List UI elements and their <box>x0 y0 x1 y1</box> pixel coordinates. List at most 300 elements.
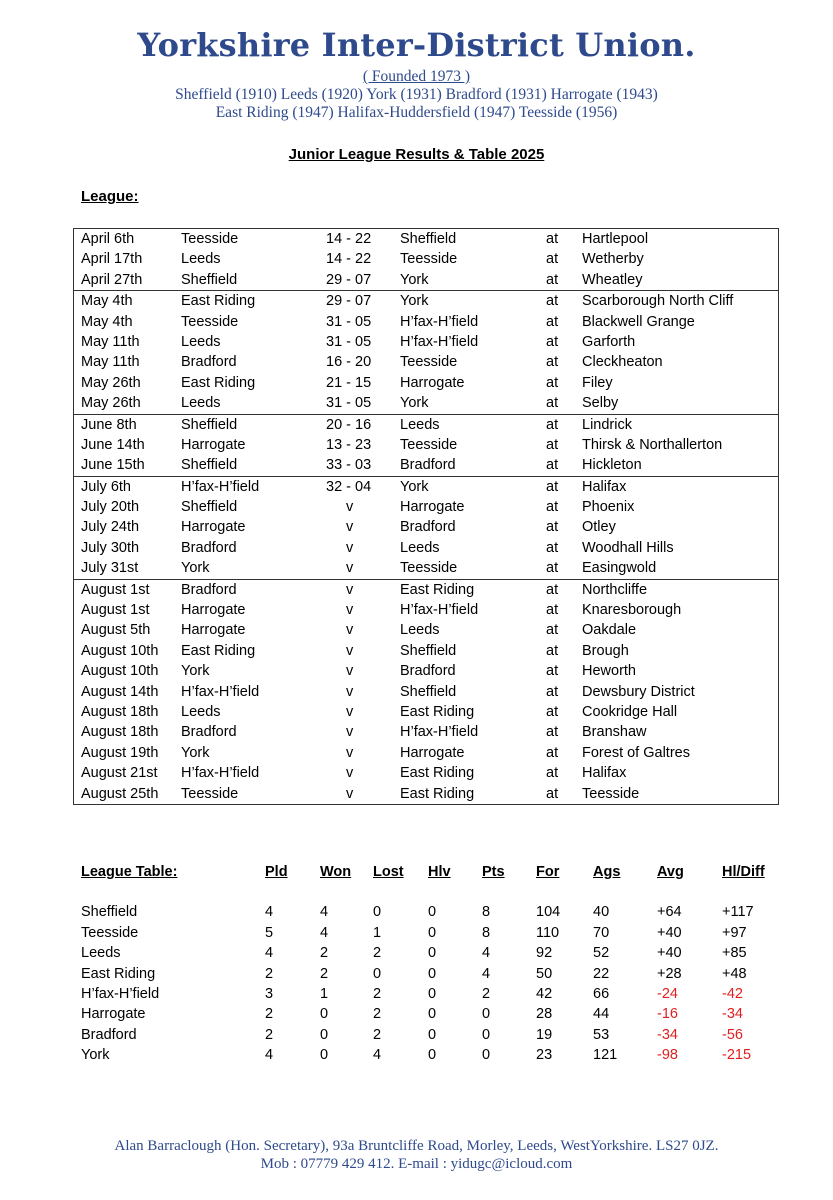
fixture-date: April 6th <box>81 231 135 247</box>
fixture-home-team: H’fax-H’field <box>181 765 260 782</box>
fixture-score: 16 - 20 <box>326 354 372 371</box>
table-average: -16 <box>657 1006 678 1023</box>
fixture-venue: Filey <box>582 374 613 391</box>
table-team: Teesside <box>81 924 139 941</box>
table-lost: 0 <box>373 965 382 982</box>
table-hole-diff: -34 <box>722 1006 743 1023</box>
header-pld: Pld <box>265 864 288 880</box>
fixture-score: 29 - 07 <box>326 271 372 288</box>
fixture-venue: Lindrick <box>582 416 632 433</box>
fixture-date: August 1st <box>81 602 150 619</box>
fixture-at: at <box>546 271 559 288</box>
table-average: +28 <box>657 965 682 982</box>
league-table-row <box>0 964 833 984</box>
table-points: 4 <box>482 965 491 982</box>
fixture-home-team: Sheffield <box>181 499 238 516</box>
fixture-venue: Blackwell Grange <box>582 313 695 330</box>
fixture-row <box>74 743 778 763</box>
fixture-row <box>74 393 778 413</box>
fixture-at: at <box>546 416 559 433</box>
fixture-at: at <box>546 602 559 619</box>
fixture-away-team: H’fax-H’field <box>400 333 479 350</box>
fixture-home-team: Harrogate <box>181 519 246 536</box>
fixture-away-team: H’fax-H’field <box>400 724 479 741</box>
table-won: 2 <box>320 945 329 962</box>
table-against: 66 <box>593 985 610 1002</box>
table-halved: 0 <box>428 924 437 941</box>
table-for: 110 <box>536 924 560 941</box>
fixture-venue: Selby <box>582 395 619 412</box>
fixture-venue: Phoenix <box>582 499 635 516</box>
fixture-at: at <box>546 581 559 598</box>
fixture-venue: Brough <box>582 642 629 659</box>
document-title: Junior League Results & Table 2025 <box>288 146 545 163</box>
fixture-date: April 17th <box>81 251 143 268</box>
fixture-at: at <box>546 724 559 741</box>
fixture-date: August 10th <box>81 642 159 659</box>
fixture-score: v <box>346 519 354 536</box>
fixture-away-team: York <box>400 271 429 288</box>
table-for: 19 <box>536 1026 553 1043</box>
fixture-away-team: H’fax-H’field <box>400 602 479 619</box>
fixture-at: at <box>546 499 559 516</box>
table-against: 40 <box>593 904 610 921</box>
union-title: Yorkshire Inter-District Union. <box>137 26 696 64</box>
fixture-away-team: H’fax-H’field <box>400 313 479 330</box>
table-against: 22 <box>593 965 610 982</box>
fixture-date: May 4th <box>81 293 133 310</box>
table-points: 8 <box>482 924 491 941</box>
table-average: +40 <box>657 924 682 941</box>
fixture-home-team: Leeds <box>181 395 221 412</box>
fixture-at: at <box>546 313 559 330</box>
footer-address: Alan Barraclough (Hon. Secretary), 93a Bruntcliffe Road, Morley, Leeds, WestYorkshire. LS27 0JZ. <box>114 1138 719 1154</box>
fixture-date: August 10th <box>81 663 159 680</box>
fixture-row <box>74 415 778 435</box>
fixture-venue: Knaresborough <box>582 602 682 619</box>
fixture-away-team: Bradford <box>400 663 456 680</box>
fixture-row <box>74 332 778 352</box>
fixture-date: May 11th <box>81 354 140 371</box>
fixture-venue: Hartlepool <box>582 231 649 247</box>
fixture-home-team: East Riding <box>181 293 256 310</box>
fixture-at: at <box>546 293 559 310</box>
header-ags: Ags <box>593 864 621 880</box>
league-table-row <box>0 943 833 963</box>
districts-line-1: Sheffield (1910) Leeds (1920) York (1931) Bradford (1931) Harrogate (1943) <box>175 86 658 103</box>
fixture-at: at <box>546 765 559 782</box>
fixture-row <box>74 249 778 269</box>
fixture-date: April 27th <box>81 271 143 288</box>
table-lost: 0 <box>373 904 382 921</box>
fixture-away-team: East Riding <box>400 765 475 782</box>
fixture-away-team: York <box>400 293 429 310</box>
fixture-score: v <box>346 663 354 680</box>
fixture-home-team: Leeds <box>181 703 221 720</box>
fixture-away-team: East Riding <box>400 581 475 598</box>
fixture-at: at <box>546 354 559 371</box>
fixture-venue: Hickleton <box>582 457 642 474</box>
table-team: Leeds <box>81 945 121 962</box>
fixture-score: 20 - 16 <box>326 416 372 433</box>
fixture-venue: Cleckheaton <box>582 354 663 371</box>
fixture-home-team: Sheffield <box>181 457 238 474</box>
fixture-venue: Teesside <box>582 785 640 802</box>
fixture-venue: Cookridge Hall <box>582 703 678 720</box>
fixture-date: May 11th <box>81 333 140 350</box>
fixture-date: July 24th <box>81 519 140 536</box>
fixture-row <box>74 352 778 372</box>
fixture-away-team: Teesside <box>400 354 458 371</box>
fixture-score: v <box>346 622 354 639</box>
fixture-away-team: Harrogate <box>400 744 465 761</box>
fixture-away-team: Bradford <box>400 519 456 536</box>
fixture-home-team: Harrogate <box>181 602 246 619</box>
table-won: 0 <box>320 1006 329 1023</box>
fixture-away-team: Leeds <box>400 416 440 433</box>
fixture-score: 32 - 04 <box>326 478 372 495</box>
table-played: 2 <box>265 1026 274 1043</box>
table-team: H’fax-H’field <box>81 985 160 1002</box>
table-halved: 0 <box>428 965 437 982</box>
fixture-home-team: Bradford <box>181 724 237 741</box>
table-for: 42 <box>536 985 553 1002</box>
fixture-row <box>74 763 778 783</box>
header-lost: Lost <box>373 864 404 880</box>
table-for: 92 <box>536 945 553 962</box>
fixture-score: 31 - 05 <box>326 395 372 412</box>
table-team: Harrogate <box>81 1006 146 1023</box>
fixture-score: 31 - 05 <box>326 313 372 330</box>
header-hl-diff: Hl/Diff <box>722 864 765 880</box>
table-for: 50 <box>536 965 553 982</box>
table-points: 0 <box>482 1026 491 1043</box>
table-points: 8 <box>482 904 491 921</box>
fixture-row <box>74 661 778 681</box>
table-team: Sheffield <box>81 904 138 921</box>
table-lost: 2 <box>373 985 382 1002</box>
fixture-date: July 31st <box>81 560 139 577</box>
fixture-date: August 18th <box>81 724 159 741</box>
league-table <box>0 862 833 1066</box>
header-avg: Avg <box>657 864 684 880</box>
fixture-row <box>74 517 778 537</box>
fixture-month-may <box>74 291 778 414</box>
fixture-home-team: Harrogate <box>181 622 246 639</box>
fixture-score: 14 - 22 <box>326 251 372 268</box>
fixture-row <box>74 722 778 742</box>
fixture-away-team: Sheffield <box>400 683 457 700</box>
table-hole-diff: +48 <box>722 965 747 982</box>
fixture-score: v <box>346 602 354 619</box>
fixture-venue: Halifax <box>582 478 627 495</box>
table-hole-diff: +85 <box>722 945 747 962</box>
fixture-row <box>74 373 778 393</box>
table-against: 121 <box>593 1047 618 1064</box>
fixture-score: v <box>346 560 354 577</box>
fixture-away-team: Teesside <box>400 560 458 577</box>
fixture-away-team: Harrogate <box>400 499 465 516</box>
fixture-home-team: Bradford <box>181 539 237 556</box>
fixture-venue: Dewsbury District <box>582 683 695 700</box>
fixture-venue: Garforth <box>582 333 636 350</box>
fixture-row <box>74 538 778 558</box>
fixture-date: July 30th <box>81 539 140 556</box>
table-halved: 0 <box>428 1047 437 1064</box>
table-average: -98 <box>657 1047 678 1064</box>
founded-line: ( Founded 1973 ) <box>362 68 471 85</box>
fixture-away-team: Teesside <box>400 436 458 453</box>
fixture-row <box>74 229 778 249</box>
table-played: 2 <box>265 1006 274 1023</box>
fixture-score: v <box>346 765 354 782</box>
header-won: Won <box>320 864 352 880</box>
table-hole-diff: +117 <box>722 904 754 921</box>
league-table-body <box>0 902 833 1065</box>
fixture-score: v <box>346 744 354 761</box>
table-won: 1 <box>320 985 329 1002</box>
fixture-venue: Forest of Galtres <box>582 744 690 761</box>
fixture-date: May 26th <box>81 374 141 391</box>
fixture-venue: Scarborough North Cliff <box>582 293 734 310</box>
fixture-row <box>74 270 778 290</box>
fixture-row <box>74 312 778 332</box>
fixture-date: August 18th <box>81 703 159 720</box>
fixture-away-team: East Riding <box>400 785 475 802</box>
table-halved: 0 <box>428 904 437 921</box>
fixture-venue: Heworth <box>582 663 636 680</box>
fixture-at: at <box>546 457 559 474</box>
fixture-home-team: East Riding <box>181 374 256 391</box>
fixture-at: at <box>546 478 559 495</box>
fixture-month-july <box>74 477 778 580</box>
fixture-away-team: Sheffield <box>400 231 457 247</box>
fixture-score: 31 - 05 <box>326 333 372 350</box>
fixture-away-team: Teesside <box>400 251 458 268</box>
fixture-venue: Woodhall Hills <box>582 539 674 556</box>
fixture-score: 33 - 03 <box>326 457 372 474</box>
fixture-row <box>74 291 778 311</box>
fixture-home-team: York <box>181 744 210 761</box>
header-team: League Table: <box>81 864 178 880</box>
table-halved: 0 <box>428 1006 437 1023</box>
fixture-at: at <box>546 374 559 391</box>
fixture-home-team: East Riding <box>181 642 256 659</box>
table-played: 2 <box>265 965 274 982</box>
table-against: 70 <box>593 924 610 941</box>
fixtures-table <box>73 228 779 805</box>
fixture-score: 29 - 07 <box>326 293 372 310</box>
fixture-row <box>74 682 778 702</box>
table-lost: 2 <box>373 1026 382 1043</box>
fixture-away-team: Leeds <box>400 622 440 639</box>
fixture-venue: Otley <box>582 519 616 536</box>
fixture-home-team: Teesside <box>181 313 239 330</box>
table-team: East Riding <box>81 965 156 982</box>
league-table-header <box>0 862 833 882</box>
fixture-home-team: York <box>181 663 210 680</box>
table-played: 4 <box>265 945 274 962</box>
fixture-row <box>74 702 778 722</box>
fixture-date: June 15th <box>81 457 145 474</box>
fixture-score: v <box>346 539 354 556</box>
fixture-at: at <box>546 642 559 659</box>
header-pts: Pts <box>482 864 505 880</box>
fixture-row <box>74 620 778 640</box>
fixture-row <box>74 558 778 578</box>
fixture-at: at <box>546 560 559 577</box>
table-won: 0 <box>320 1047 329 1064</box>
table-average: -34 <box>657 1026 678 1043</box>
fixture-venue: Wetherby <box>582 251 644 268</box>
table-hole-diff: +97 <box>722 924 747 941</box>
fixture-away-team: Bradford <box>400 457 456 474</box>
table-hole-diff: -215 <box>722 1047 752 1064</box>
fixture-date: May 4th <box>81 313 133 330</box>
fixture-away-team: York <box>400 395 429 412</box>
table-won: 0 <box>320 1026 329 1043</box>
table-for: 28 <box>536 1006 553 1023</box>
fixture-score: v <box>346 703 354 720</box>
table-won: 4 <box>320 904 329 921</box>
fixture-home-team: York <box>181 560 210 577</box>
fixture-date: June 14th <box>81 436 145 453</box>
fixture-score: v <box>346 785 354 802</box>
fixture-away-team: York <box>400 478 429 495</box>
fixture-score: v <box>346 642 354 659</box>
fixture-venue: Branshaw <box>582 724 647 741</box>
table-points: 0 <box>482 1047 491 1064</box>
fixture-home-team: Bradford <box>181 581 237 598</box>
table-against: 53 <box>593 1026 610 1043</box>
table-lost: 1 <box>373 924 382 941</box>
table-halved: 0 <box>428 945 437 962</box>
fixture-home-team: Bradford <box>181 354 237 371</box>
fixture-month-april <box>74 229 778 291</box>
header-hlv: Hlv <box>428 864 451 880</box>
fixture-row <box>74 784 778 804</box>
table-team: York <box>81 1047 110 1064</box>
fixture-date: August 1st <box>81 581 150 598</box>
table-halved: 0 <box>428 1026 437 1043</box>
fixture-venue: Thirsk & Northallerton <box>582 436 723 453</box>
table-lost: 4 <box>373 1047 382 1064</box>
fixture-venue: Northcliffe <box>582 581 648 598</box>
league-table-row <box>0 923 833 943</box>
league-table-row <box>0 984 833 1004</box>
fixture-score: v <box>346 581 354 598</box>
league-table-row <box>0 1045 833 1065</box>
fixture-venue: Halifax <box>582 765 627 782</box>
table-hole-diff: -56 <box>722 1026 743 1043</box>
footer-contact: Mob : 07779 429 412. E-mail : yidugc@icloud.com <box>260 1156 573 1172</box>
fixture-home-team: H’fax-H’field <box>181 478 260 495</box>
league-table-row <box>0 1004 833 1024</box>
league-heading: League: <box>81 188 139 205</box>
fixture-row <box>74 455 778 475</box>
table-points: 4 <box>482 945 491 962</box>
table-halved: 0 <box>428 985 437 1002</box>
fixture-date: August 19th <box>81 744 159 761</box>
fixture-date: August 21st <box>81 765 158 782</box>
table-played: 5 <box>265 924 274 941</box>
fixture-home-team: Sheffield <box>181 416 238 433</box>
fixture-at: at <box>546 231 559 247</box>
fixture-row <box>74 435 778 455</box>
fixture-score: 14 - 22 <box>326 231 372 247</box>
fixture-score: v <box>346 683 354 700</box>
fixture-row <box>74 641 778 661</box>
fixture-at: at <box>546 333 559 350</box>
fixture-away-team: East Riding <box>400 703 475 720</box>
fixture-home-team: Leeds <box>181 333 221 350</box>
fixture-at: at <box>546 622 559 639</box>
fixture-date: July 20th <box>81 499 140 516</box>
fixture-row <box>74 600 778 620</box>
fixture-at: at <box>546 703 559 720</box>
table-won: 4 <box>320 924 329 941</box>
table-average: +40 <box>657 945 682 962</box>
table-played: 4 <box>265 1047 274 1064</box>
fixture-row <box>74 497 778 517</box>
table-lost: 2 <box>373 945 382 962</box>
table-points: 0 <box>482 1006 491 1023</box>
fixture-row <box>74 580 778 600</box>
fixture-month-august <box>74 580 778 804</box>
fixture-date: August 14th <box>81 683 159 700</box>
table-against: 52 <box>593 945 610 962</box>
fixture-date: July 6th <box>81 478 131 495</box>
table-won: 2 <box>320 965 329 982</box>
fixture-score: v <box>346 724 354 741</box>
fixture-home-team: H’fax-H’field <box>181 683 260 700</box>
table-average: -24 <box>657 985 678 1002</box>
fixture-at: at <box>546 744 559 761</box>
fixture-home-team: Sheffield <box>181 271 238 288</box>
fixture-home-team: Teesside <box>181 785 239 802</box>
league-table-row <box>0 902 833 922</box>
fixture-venue: Oakdale <box>582 622 637 639</box>
fixture-at: at <box>546 785 559 802</box>
table-played: 4 <box>265 904 274 921</box>
fixture-away-team: Harrogate <box>400 374 465 391</box>
fixture-date: August 5th <box>81 622 151 639</box>
fixture-at: at <box>546 539 559 556</box>
fixture-score: 13 - 23 <box>326 436 372 453</box>
fixture-date: June 8th <box>81 416 137 433</box>
table-average: +64 <box>657 904 682 921</box>
fixture-score: 21 - 15 <box>326 374 372 391</box>
fixture-at: at <box>546 436 559 453</box>
table-points: 2 <box>482 985 491 1002</box>
table-hole-diff: -42 <box>722 985 743 1002</box>
districts-line-2: East Riding (1947) Halifax-Huddersfield (1947) Teesside (1956) <box>215 104 618 121</box>
fixture-month-june <box>74 415 778 477</box>
fixture-at: at <box>546 251 559 268</box>
fixture-date: August 25th <box>81 785 159 802</box>
fixture-row <box>74 477 778 497</box>
fixture-venue: Easingwold <box>582 560 657 577</box>
fixture-date: May 26th <box>81 395 141 412</box>
table-for: 23 <box>536 1047 553 1064</box>
fixture-home-team: Leeds <box>181 251 221 268</box>
fixture-score: v <box>346 499 354 516</box>
table-team: Bradford <box>81 1026 137 1043</box>
fixture-away-team: Leeds <box>400 539 440 556</box>
fixture-home-team: Teesside <box>181 231 239 247</box>
fixture-at: at <box>546 683 559 700</box>
fixture-home-team: Harrogate <box>181 436 246 453</box>
